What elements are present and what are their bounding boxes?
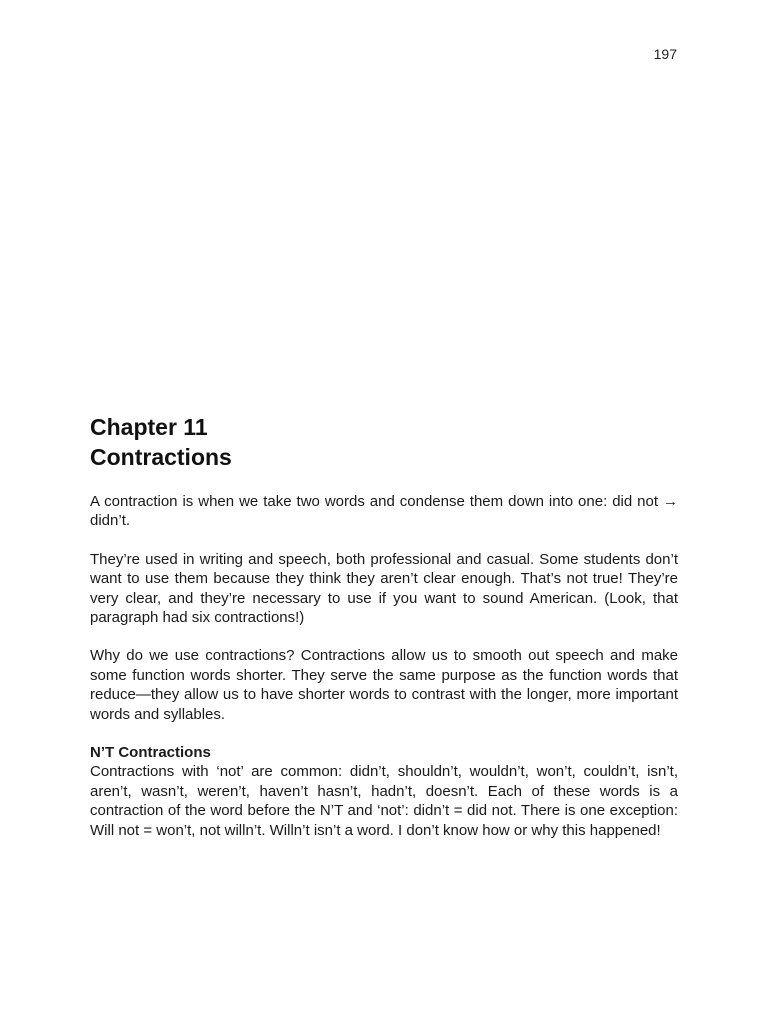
section-heading: N’T Contractions xyxy=(90,744,211,762)
page-number: 197 xyxy=(653,46,677,62)
paragraph-purpose: Why do we use contractions? Contractions allow us to smooth out speech and make some function words shorter. They serve the same purpose as the function words that reduce—they allow us to have shorter words to contrast with the longer, more important words and syllables. xyxy=(90,647,678,723)
paragraph-definition: A contraction is when we take two words and condense them down into one: did not → didn’t. xyxy=(90,493,678,530)
section-paragraph: Contractions with ‘not’ are common: didn’t, shouldn’t, wouldn’t, won’t, couldn’t, isn’t, aren’t, wasn’t, weren’t, haven’t hasn’t, hadn’t, doesn’t. Each of these words is a contraction of the word before the N’T and ‘not’: didn’t = did not. There is one exception: Will not = won’t, not willn’t. Willn’t isn’t a word. I don’t know how or why this happened! xyxy=(90,763,678,839)
chapter-number: Chapter 11 xyxy=(90,414,208,440)
body-text xyxy=(90,492,678,840)
paragraph-usage: They’re used in writing and speech, both professional and casual. Some students don’t want to use them because they think they aren’t clear enough. That’s not true! They’re very clear, and they’re necessary to use if you want to sound American. (Look, that paragraph had six contractions!) xyxy=(90,550,678,627)
chapter-heading xyxy=(90,412,678,472)
chapter-title: Contractions xyxy=(90,444,232,470)
